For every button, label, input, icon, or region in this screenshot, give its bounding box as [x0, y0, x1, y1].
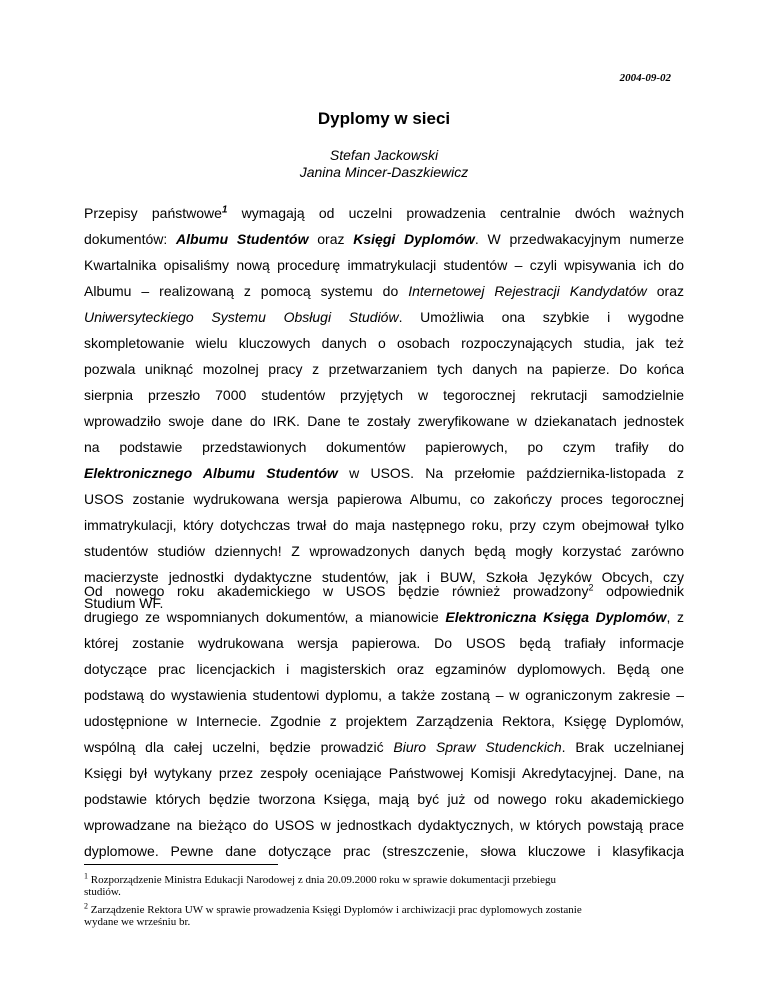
footnote-line: studiów.: [84, 886, 121, 898]
text-run: oraz: [646, 283, 684, 299]
footnote-ref[interactable]: 1: [221, 204, 228, 216]
emphasis-text: Elektroniczna Księga Dyplomów: [445, 609, 667, 625]
text-line: [84, 604, 684, 630]
text-run: , z: [666, 609, 684, 625]
text-line: [84, 578, 684, 604]
text-line: Studium WF.: [84, 595, 164, 611]
text-run: w USOS. Na przełomie października-listopada z: [337, 465, 684, 481]
text-line: pozwala uniknąć mozolnej pracy z przetwarzaniem tych danych na papierze. Do końca: [84, 361, 684, 377]
text-line: USOS zostanie wydrukowana wersja papierowa Albumu, co zakończy proces tegorocznej: [84, 491, 684, 507]
footnote-number: 2: [84, 901, 88, 911]
text-line: wprowadziło swoje dane do IRK. Dane te zostały zweryfikowane w dziekanatach jednostek: [84, 413, 684, 429]
text-line: której zostanie wydrukowana wersja papierowa. Do USOS będą trafiały informacje: [84, 635, 684, 651]
paragraph-2: [84, 578, 684, 864]
footnote-line: [84, 871, 684, 886]
text-run: wspólną dla całej uczelni, będzie prowadzić: [84, 739, 394, 755]
text-line: immatrykulacji, który dotychczas trwał do maja następnego roku, przy czym obejmował tylko: [84, 517, 684, 533]
text-line: macierzyste jednostki dydaktyczne studentów, jak i BUW, Szkoła Języków Obcych, czy: [84, 569, 684, 585]
text-line: Księgi był wytykany przez zespoły oceniające Państwowej Komisji Akredytacyjnej. Dane, na: [84, 765, 684, 781]
text-line: sierpnia przeszło 7000 studentów przyjętych w tegorocznej rekrutacji samodzielnie: [84, 387, 684, 403]
text-line: dotyczące prac licencjackich i magisterskich oraz egzaminów dyplomowych. Będą one: [84, 661, 684, 677]
emphasis-text: Księgi Dyplomów: [353, 231, 475, 247]
text-line: Kwartalnika opisaliśmy nową procedurę immatrykulacji studentów – czyli wpisywania ich do: [84, 257, 684, 273]
italic-text: Uniwersyteckiego Systemu Obsługi Studiów: [84, 309, 399, 325]
text-line: [84, 278, 684, 304]
text-run: wymagają od uczelni prowadzenia centralnie dwóch ważnych: [227, 205, 684, 221]
text-line: na podstawie przedstawionych dokumentów papierowych, po czym trafiły do: [84, 439, 684, 455]
footnote-2: [84, 901, 684, 928]
paragraph-1: [84, 200, 684, 616]
footnote-text: Rozporządzenie Ministra Edukacji Narodowej z dnia 20.09.2000 roku w sprawie dokumentacji przebiegu: [88, 874, 556, 886]
text-line: [84, 304, 684, 330]
text-line: wprowadzane na bieżąco do USOS w jednostkach dydaktycznych, w których powstają prace: [84, 817, 684, 833]
text-line: [84, 200, 684, 226]
emphasis-text: Elektronicznego Albumu Studentów: [84, 465, 338, 481]
italic-text: Biuro Spraw Studenckich: [393, 739, 562, 755]
footnote-separator: [84, 864, 278, 865]
text-line: studentów studiów dziennych! Z wprowadzonych danych będą mogły korzystać zarówno: [84, 543, 684, 559]
author-name: Janina Mincer-Daszkiewicz: [299, 164, 469, 180]
footnote-1: [84, 871, 684, 898]
text-line: [84, 226, 684, 252]
document-date: 2004-09-02: [619, 72, 671, 84]
text-run: Od nowego roku akademickiego w USOS będzie również prowadzony: [84, 583, 589, 599]
text-run: Przepisy państwowe: [84, 205, 222, 221]
text-run: . Umożliwia ona szybkie i wygodne: [398, 309, 684, 325]
text-run: Albumu – realizowaną z pomocą systemu do: [84, 283, 409, 299]
footnote-text: Zarządzenie Rektora UW w sprawie prowadzenia Księgi Dyplomów i archiwizacji prac dyplomowych zostanie: [88, 904, 582, 916]
text-line: podstawie których będzie tworzona Księga, mają być już od nowego roku akademickiego: [84, 791, 684, 807]
text-run: drugiego ze wspomnianych dokumentów, a mianowicie: [84, 609, 446, 625]
footnote-line: [84, 901, 684, 916]
text-run: oraz: [308, 231, 354, 247]
italic-text: Internetowej Rejestracji Kandydatów: [408, 283, 647, 299]
text-run: . Brak uczelnianej: [561, 739, 684, 755]
text-run: . W przedwakacyjnym numerze: [474, 231, 684, 247]
text-line: [84, 460, 684, 486]
text-line: skompletowanie wielu kluczowych danych o osobach rozpoczynających studia, jak też: [84, 335, 684, 351]
text-line: podstawą do wystawienia studentowi dyplomu, a także zostaną – w ograniczonym zakresie –: [84, 687, 684, 703]
text-line: dyplomowe. Pewne dane dotyczące prac (streszczenie, słowa kluczowe i klasyfikacja: [84, 843, 684, 859]
footnote-ref[interactable]: 2: [588, 582, 594, 593]
footnote-line: wydane we wrześniu br.: [84, 916, 191, 928]
emphasis-text: Albumu Studentów: [176, 231, 309, 247]
document-title: Dyplomy w sieci: [317, 109, 451, 128]
text-line: [84, 734, 684, 760]
footnote-number: 1: [84, 871, 88, 881]
author-name: Stefan Jackowski: [329, 147, 439, 163]
author-block: [0, 147, 768, 181]
text-run: odpowiednik: [593, 583, 684, 599]
text-run: dokumentów:: [84, 231, 177, 247]
text-line: udostępnione w Internecie. Zgodnie z projektem Zarządzenia Rektora, Księgę Dyplomów,: [84, 713, 684, 729]
